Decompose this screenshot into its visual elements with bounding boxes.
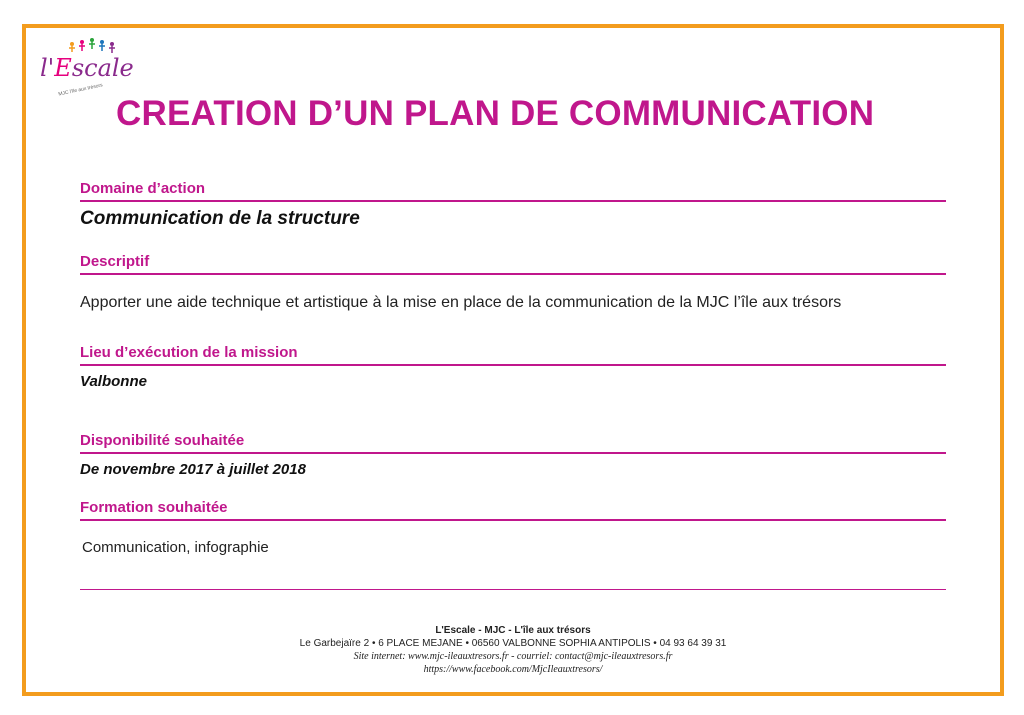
page-title: CREATION D’UN PLAN DE COMMUNICATION [116, 94, 875, 133]
people-icon [66, 36, 126, 56]
section-descriptif [80, 253, 946, 312]
section-value: De novembre 2017 à juillet 2018 [80, 461, 306, 478]
section-label: Formation souhaitée [80, 499, 946, 521]
footer [26, 624, 1000, 676]
section-disponibilite [80, 432, 946, 478]
logo-wordmark: l'Escale [40, 54, 134, 82]
section-value: Communication, infographie [82, 539, 269, 556]
section-label: Domaine d’action [80, 180, 946, 202]
footer-address: Le Garbejaïre 2 • 6 PLACE MEJANE • 06560 VALBONNE SOPHIA ANTIPOLIS • 04 93 64 39 31 [299, 638, 727, 649]
document-frame [22, 24, 1004, 696]
section-value: Communication de la structure [80, 208, 360, 229]
section-label: Lieu d’exécution de la mission [80, 344, 946, 366]
section-label: Descriptif [80, 253, 946, 275]
section-value: Valbonne [80, 373, 147, 390]
escale-logo [30, 32, 134, 102]
footer-org: L'Escale - MJC - L'île aux trésors [435, 625, 591, 636]
section-lieu [80, 344, 946, 390]
footer-divider [80, 589, 946, 590]
section-domaine [80, 180, 946, 230]
footer-facebook: https://www.facebook.com/MjcIleauxtresors/ [423, 664, 603, 675]
logo-tagline: MJC l'île aux trésors [57, 82, 104, 98]
section-label: Disponibilité souhaitée [80, 432, 946, 454]
section-formation [80, 499, 946, 556]
footer-contact: Site internet: www.mjc-ileauxtresors.fr - courriel: contact@mjc-ileauxtresors.fr [353, 651, 673, 662]
section-value: Apporter une aide technique et artistique à la mise en place de la communication de la MJC l’île aux trésors [80, 294, 842, 311]
